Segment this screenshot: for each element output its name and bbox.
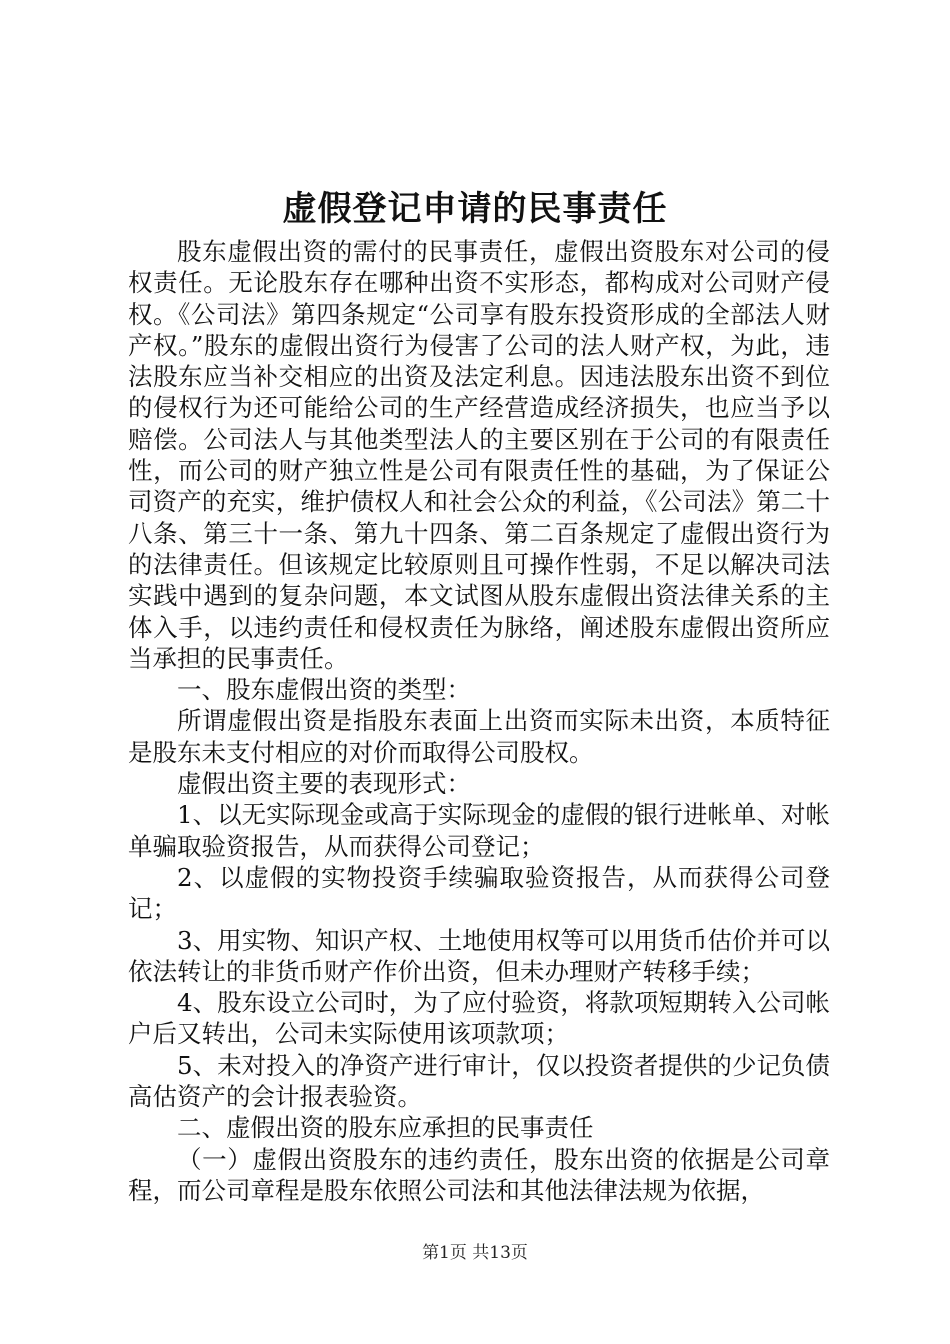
list-heading: 虚假出资主要的表现形式：	[177, 769, 471, 799]
paragraph-intro: 股东虚假出资的需付的民事责任，虚假出资股东对公司的侵权责任。无论股东存在哪种出资不实形态，都构成对公司财产侵权。《公司法》第四条规定“公司享有股东投资形成的全部法人财产权。”股东的虚假出资行为侵害了公司的法人财产权，为此，违法股东应当补交相应的出资及法定利息。因违法股东出资不到位的侵权行为还可能给公司的生产经营造成经济损失，也应当予以赔偿。公司法人与其他类型法人的主要区别在于公司的有限责任性，而公司的财产独立性是公司有限责任性的基础，为了保证公司资产的充实，维护债权人和社会公众的利益，《公司法》第二十八条、第三十一条、第九十四条、第二百条规定了虚假出资行为的法律责任。但该规定比较原则且可操作性弱，不足以解决司法实践中遇到的复杂问题，本文试图从股东虚假出资法律关系的主体入手，以违约责任和侵权责任为脉络，阐述股东虚假出资所应当承担的民事责任。	[128, 237, 830, 673]
list-item-2: 2、以虚假的实物投资手续骗取验资报告，从而获得公司登记；	[128, 862, 830, 924]
list-item-1: 1、以无实际现金或高于实际现金的虚假的银行进帐单、对帐单骗取验资报告，从而获得公司登记；	[128, 800, 830, 861]
page-footer: 第1页 共13页	[422, 1243, 528, 1263]
list-item-3: 3、用实物、知识产权、土地使用权等可以用货币估价并可以依法转让的非货币财产作价出资，但未办理财产转移手续；	[128, 925, 830, 986]
document-body	[128, 236, 830, 1206]
list-item-4: 4、股东设立公司时，为了应付验资，将款项短期转入公司帐户后又转出，公司未实际使用该项款项；	[128, 988, 830, 1049]
paragraph-subsection-1: （一）虚假出资股东的违约责任，股东出资的依据是公司章程，而公司章程是股东依照公司法和其他法律法规为依据，	[128, 1144, 830, 1205]
paragraph-definition: 所谓虚假出资是指股东表面上出资而实际未出资，本质特征是股东未支付相应的对价而取得公司股权。	[128, 706, 830, 767]
section-heading-1: 一、股东虚假出资的类型：	[177, 675, 471, 705]
document-title: 虚假登记申请的民事责任	[282, 189, 668, 229]
list-item-5: 5、未对投入的净资产进行审计，仅以投资者提供的少记负债高估资产的会计报表验资。	[128, 1050, 830, 1112]
section-heading-2: 二、虚假出资的股东应承担的民事责任	[177, 1113, 594, 1143]
